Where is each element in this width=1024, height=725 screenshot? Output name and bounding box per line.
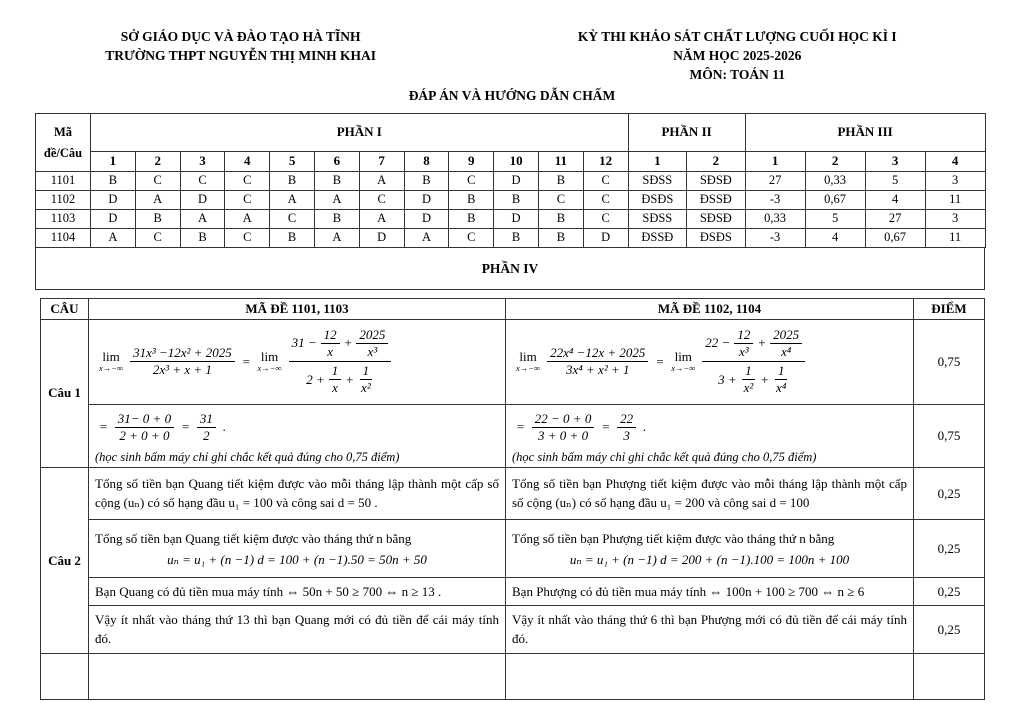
table-row [36, 171, 986, 190]
answer-cell: 3 [925, 209, 985, 228]
col-header: 11 [538, 151, 583, 171]
answer-cell: 5 [865, 171, 925, 190]
fraction: $\frac{2025}{\text{x⁴}}$ [770, 327, 802, 361]
exam-name: KỲ THI KHẢO SÁT CHẤT LƯỢNG CUỐI HỌC KÌ I [577, 29, 897, 44]
department-name: SỞ GIÁO DỤC VÀ ĐÀO TẠO HÀ TĨNH [120, 29, 361, 44]
cau1-left-result-cell [89, 404, 506, 468]
answer-cell: B [314, 209, 359, 228]
score-cell: 0,75 [914, 319, 985, 404]
answer-cell: 11 [925, 190, 985, 209]
col-header: 7 [359, 151, 404, 171]
answer-cell: C [449, 171, 494, 190]
corner-line2: đề/Câu [43, 146, 83, 161]
answer-cell: SĐSĐ [687, 171, 746, 190]
fraction: $\frac{\text{22x⁴ −12x + 2025}}{\text{3x⁴ + x² + 1}}$ [547, 345, 648, 379]
answer-cell: B [449, 190, 494, 209]
empty-row [41, 654, 985, 700]
fraction: $\frac{2025}{\text{x³}}$ [356, 327, 388, 361]
answer-cell: B [538, 209, 583, 228]
score-cell: 0,25 [914, 578, 985, 606]
empty-cell [506, 654, 914, 700]
un-formula: uₙ = u₁ + (n −1) d = 100 + (n −1).50 = 50n + 50 [167, 551, 427, 567]
answer-cell: D [359, 228, 404, 247]
answer-cell: 11 [925, 228, 985, 247]
answer-cell: A [225, 209, 270, 228]
fraction: $\frac{22 - 0 + 0}{3 + 0 + 0}$ [532, 411, 595, 445]
lim-operator: lim x→−∞ [257, 349, 282, 374]
answer-cell: D [404, 209, 449, 228]
limit-expression [95, 322, 499, 402]
grading-note: (học sinh bấm máy chỉ ghi chắc kết quả đúng cho 0,75 điểm) [512, 450, 817, 465]
fraction: $\frac{1}{\text{x⁴}}$ [776, 363, 787, 396]
complex-fraction [702, 326, 805, 398]
table-row [36, 228, 986, 247]
col-header: 1 [91, 151, 136, 171]
exam-block [481, 28, 993, 85]
answer-cell: C [359, 190, 404, 209]
answer-cell: B [494, 190, 539, 209]
answer-cell: A [180, 209, 225, 228]
answer-cell: -3 [745, 228, 805, 247]
cau2-rowC [41, 578, 985, 606]
cau2-right-formula-cell: Tổng số tiền bạn Phượng tiết kiệm được vào tháng thứ n bằng uₙ = u₁ + (n −1) d = 200 + (n −1).100 = 100n + 100 [506, 520, 914, 578]
answer-cell: 27 [865, 209, 925, 228]
cau2-right-inequality-cell: Bạn Phượng có đủ tiền mua máy tính ⇔ 100n + 100 ≥ 700 ⇔ n ≥ 6 [506, 578, 914, 606]
answer-cell: ĐSĐS [687, 228, 746, 247]
score-cell: 0,25 [914, 606, 985, 654]
col-header: 4 [225, 151, 270, 171]
fraction: $\frac{12}{x}$ [321, 327, 340, 361]
grading-note: (học sinh bấm máy chỉ ghi chắc kết quả đúng cho 0,75 điểm) [95, 450, 400, 465]
answer-cell: C [225, 190, 270, 209]
col-header: 3 [865, 151, 925, 171]
made-left-header: MÃ ĐỀ 1101, 1103 [89, 298, 506, 319]
col-header: 9 [449, 151, 494, 171]
answer-cell: C [180, 171, 225, 190]
answer-cell: C [583, 190, 628, 209]
complex-numerator: 22 − $\frac{12}{\text{x³}}$ + $\frac{2025}{\text{x⁴}}$ [702, 326, 805, 363]
document-header [0, 0, 1024, 85]
part3-header: PHẦN III [745, 113, 985, 151]
col-header: 12 [583, 151, 628, 171]
lim-operator: lim x→−∞ [99, 349, 124, 374]
answer-cell: B [270, 171, 315, 190]
answer-cell: A [359, 171, 404, 190]
answer-cell: C [583, 171, 628, 190]
detail-answer-table [40, 298, 985, 701]
un-formula: uₙ = u₁ + (n −1) d = 200 + (n −1).100 = 100n + 100 [569, 551, 850, 567]
corner-header-cell [36, 113, 91, 171]
answer-cell: SĐSS [628, 209, 687, 228]
cau2-left-formula-cell: Tổng số tiền bạn Quang tiết kiệm được vào tháng thứ n bằng uₙ = u₁ + (n −1) d = 100 + (n −1).50 = 50n + 50 [89, 520, 506, 578]
subject: MÔN: TOÁN 11 [689, 66, 786, 82]
col-header: 5 [270, 151, 315, 171]
answer-cell: B [270, 228, 315, 247]
fraction: $\frac{22}{3}$ [617, 411, 636, 445]
answer-cell: 5 [805, 209, 865, 228]
answer-key-table [35, 113, 986, 248]
cau2-rowA [41, 468, 985, 520]
table-row [36, 209, 986, 228]
equals-sign: = [241, 353, 251, 369]
lim-operator: lim x→−∞ [671, 349, 696, 374]
score-cell: 0,75 [914, 404, 985, 468]
col-header: 6 [314, 151, 359, 171]
col-header: 2 [805, 151, 865, 171]
answer-cell: ĐSSĐ [687, 190, 746, 209]
col-header: 10 [494, 151, 539, 171]
answer-cell: 0,33 [805, 171, 865, 190]
answer-cell: -3 [745, 190, 805, 209]
fraction: $\frac{31- 0 + 0}{2 + 0 + 0}$ [115, 411, 174, 445]
diem-header: ĐIỂM [914, 298, 985, 319]
answer-cell: B [314, 171, 359, 190]
page-title: ĐÁP ÁN VÀ HƯỚNG DẪN CHẤM [408, 87, 616, 103]
answer-cell: B [180, 228, 225, 247]
cau2-left-conclusion-cell: Vậy ít nhất vào tháng thứ 13 thì bạn Quang mới có đủ tiền để cái máy tính đó. [89, 606, 506, 654]
exam-code: 1103 [36, 209, 91, 228]
school-year: NĂM HỌC 2025-2026 [673, 47, 802, 63]
exam-code: 1102 [36, 190, 91, 209]
cau1-rowA [41, 319, 985, 404]
result-expression: = $\frac{22 - 0 + 0}{3 + 0 + 0}$ = $\frac{22}{3}$ . [516, 410, 647, 443]
answer-cell: C [270, 209, 315, 228]
answer-cell: B [135, 209, 180, 228]
col-header: 3 [180, 151, 225, 171]
answer-cell: B [494, 228, 539, 247]
answer-cell: SĐSĐ [687, 209, 746, 228]
lim-operator: lim x→−∞ [516, 349, 541, 374]
complex-fraction [289, 326, 392, 398]
cau1-right-limit-cell [506, 319, 914, 404]
answer-cell: A [359, 209, 404, 228]
answer-cell: A [404, 228, 449, 247]
fraction: $\frac{1}{x}$ [329, 363, 342, 397]
answer-cell: C [135, 171, 180, 190]
col-header: 2 [135, 151, 180, 171]
answer-cell: A [91, 228, 136, 247]
answer-cell: A [314, 228, 359, 247]
fraction: $\frac{1}{\text{x²}}$ [361, 363, 371, 396]
question2-label: Câu 2 [41, 468, 89, 654]
part1-header: PHẦN I [91, 113, 629, 151]
answer-cell: D [583, 228, 628, 247]
cau2-rowD [41, 606, 985, 654]
empty-cell [914, 654, 985, 700]
empty-cell [41, 654, 89, 700]
answer-cell: C [583, 209, 628, 228]
answer-cell: B [449, 209, 494, 228]
fraction: $\frac{12}{\text{x³}}$ [734, 327, 753, 361]
equals-sign: = [655, 353, 665, 369]
answer-cell: 0,67 [865, 228, 925, 247]
answer-cell: C [135, 228, 180, 247]
result-expression: = $\frac{31- 0 + 0}{2 + 0 + 0}$ = $\frac{31}{2}$ . [99, 410, 227, 443]
exam-code: 1101 [36, 171, 91, 190]
col-header: 1 [745, 151, 805, 171]
table-row [36, 190, 986, 209]
issuer-block [0, 28, 481, 85]
fraction: $\frac{\text{31x³ −12x² + 2025}}{\text{2x³ + x + 1}}$ [130, 345, 235, 379]
answer-cell: D [494, 171, 539, 190]
fraction: $\frac{1}{\text{x²}}$ [743, 363, 754, 396]
part2-header: PHẦN II [628, 113, 745, 151]
answer-cell: SĐSS [628, 171, 687, 190]
made-right-header: MÃ ĐỀ 1102, 1104 [506, 298, 914, 319]
cau2-left-inequality-cell: Bạn Quang có đủ tiền mua máy tính ⇔ 50n + 50 ≥ 700 ⇔ n ≥ 13 . [89, 578, 506, 606]
col-header: 8 [404, 151, 449, 171]
answer-cell: C [225, 228, 270, 247]
cau2-rowB [41, 520, 985, 578]
answer-cell: 27 [745, 171, 805, 190]
answer-cell: 0,67 [805, 190, 865, 209]
answer-cell: 4 [865, 190, 925, 209]
answer-cell: B [404, 171, 449, 190]
cau1-rowB [41, 404, 985, 468]
col-header: 1 [628, 151, 687, 171]
complex-numerator: 31 − $\frac{12}{x}$ + $\frac{2025}{\text{x³}}$ [289, 326, 392, 363]
answer-cell: C [538, 190, 583, 209]
answer-cell: 3 [925, 171, 985, 190]
empty-cell [89, 654, 506, 700]
cau2-right-setup-cell: Tổng số tiền bạn Phượng tiết kiệm được vào mỗi tháng lập thành một cấp số cộng (uₙ) có số hạng đầu u₁ = 200 và công sai d = 100 [506, 468, 914, 520]
answer-cell: D [91, 209, 136, 228]
answer-cell: A [270, 190, 315, 209]
score-cell: 0,25 [914, 468, 985, 520]
cau2-left-setup-cell: Tổng số tiền bạn Quang tiết kiệm được vào mỗi tháng lập thành một cấp số cộng (uₙ) có số hạng đầu u₁ = 100 và công sai d = 50 . [89, 468, 506, 520]
col-header: 2 [687, 151, 746, 171]
answer-cell: 4 [805, 228, 865, 247]
answer-cell: B [538, 228, 583, 247]
cau1-right-result-cell [506, 404, 914, 468]
answer-cell: A [135, 190, 180, 209]
answer-cell: C [449, 228, 494, 247]
limit-expression [512, 322, 907, 402]
score-cell: 0,25 [914, 520, 985, 578]
cau2-right-conclusion-cell: Vậy ít nhất vào tháng thứ 6 thì bạn Phượng mới có đủ tiền để cái máy tính đó. [506, 606, 914, 654]
answer-cell: B [538, 171, 583, 190]
answer-cell: D [494, 209, 539, 228]
answer-cell: D [180, 190, 225, 209]
answer-cell: ĐSSĐ [628, 228, 687, 247]
cau-header: CÂU [41, 298, 89, 319]
cau1-left-limit-cell [89, 319, 506, 404]
answer-cell: ĐSĐS [628, 190, 687, 209]
school-name: TRƯỜNG THPT NGUYỄN THỊ MINH KHAI [105, 47, 376, 63]
question1-label: Câu 1 [41, 319, 89, 468]
answer-cell: D [91, 190, 136, 209]
answer-cell: C [225, 171, 270, 190]
answer-cell: 0,33 [745, 209, 805, 228]
exam-code: 1104 [36, 228, 91, 247]
part4-banner: PHẦN IV [35, 248, 985, 290]
answer-cell: B [91, 171, 136, 190]
fraction: $\frac{31}{2}$ [197, 411, 216, 445]
col-header: 4 [925, 151, 985, 171]
complex-denominator: 3 + $\frac{1}{\text{x²}}$ + $\frac{1}{\text{x⁴}}$ [715, 362, 792, 398]
answer-cell: D [404, 190, 449, 209]
complex-denominator: 2 + $\frac{1}{x}$ + $\frac{1}{\text{x²}}$ [303, 362, 376, 398]
answer-cell: A [314, 190, 359, 209]
corner-line1: Mã [53, 125, 73, 140]
